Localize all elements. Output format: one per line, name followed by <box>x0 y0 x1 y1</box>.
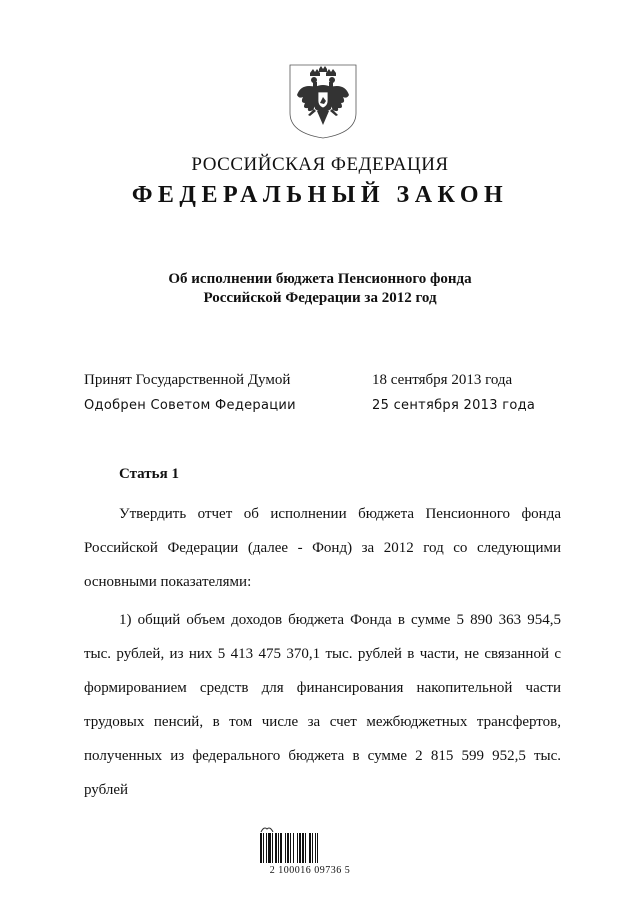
russian-coat-of-arms-icon <box>289 63 357 139</box>
adoption-label: Принят Государственной Думой <box>84 372 291 388</box>
barcode-mark-icon <box>260 825 274 833</box>
law-type-heading: ФЕДЕРАЛЬНЫЙ ЗАКОН <box>131 182 509 208</box>
barcode-icon <box>260 833 358 863</box>
law-title <box>0 270 640 308</box>
law-title-line-1: Об исполнении бюджета Пенсионного фонда <box>168 271 472 287</box>
article-heading: Статья 1 <box>119 466 179 482</box>
article-intro: Утвердить отчет об исполнении бюджета Пенсионного фонда Российской Федерации (далее - Фонд) за 2012 год со следующими основными показателями: <box>84 506 561 590</box>
adoption-date: 25 сентября 2013 года <box>372 398 536 413</box>
adoption-label: Одобрен Советом Федерации <box>84 398 296 413</box>
country-name: РОССИЙСКАЯ ФЕДЕРАЦИЯ <box>191 154 449 175</box>
article-body <box>84 497 561 807</box>
law-title-line-2: Российской Федерации за 2012 год <box>203 290 437 306</box>
article-item-1: 1) общий объем доходов бюджета Фонда в сумме 5 890 363 954,5 тыс. рублей, из них 5 413 475 370,1 тыс. рублей в части, не связанной с формированием средств для финансирования накопительной части трудовых пенсий, в том числе за счет межбюджетных трансфертов, полученных из федерального бюджета в сумме 2 815 599 952,5 тыс. рублей <box>84 612 561 798</box>
barcode-number: 2 100016 09736 5 <box>269 865 351 876</box>
barcode <box>250 825 370 880</box>
adoption-date: 18 сентября 2013 года <box>372 372 513 388</box>
